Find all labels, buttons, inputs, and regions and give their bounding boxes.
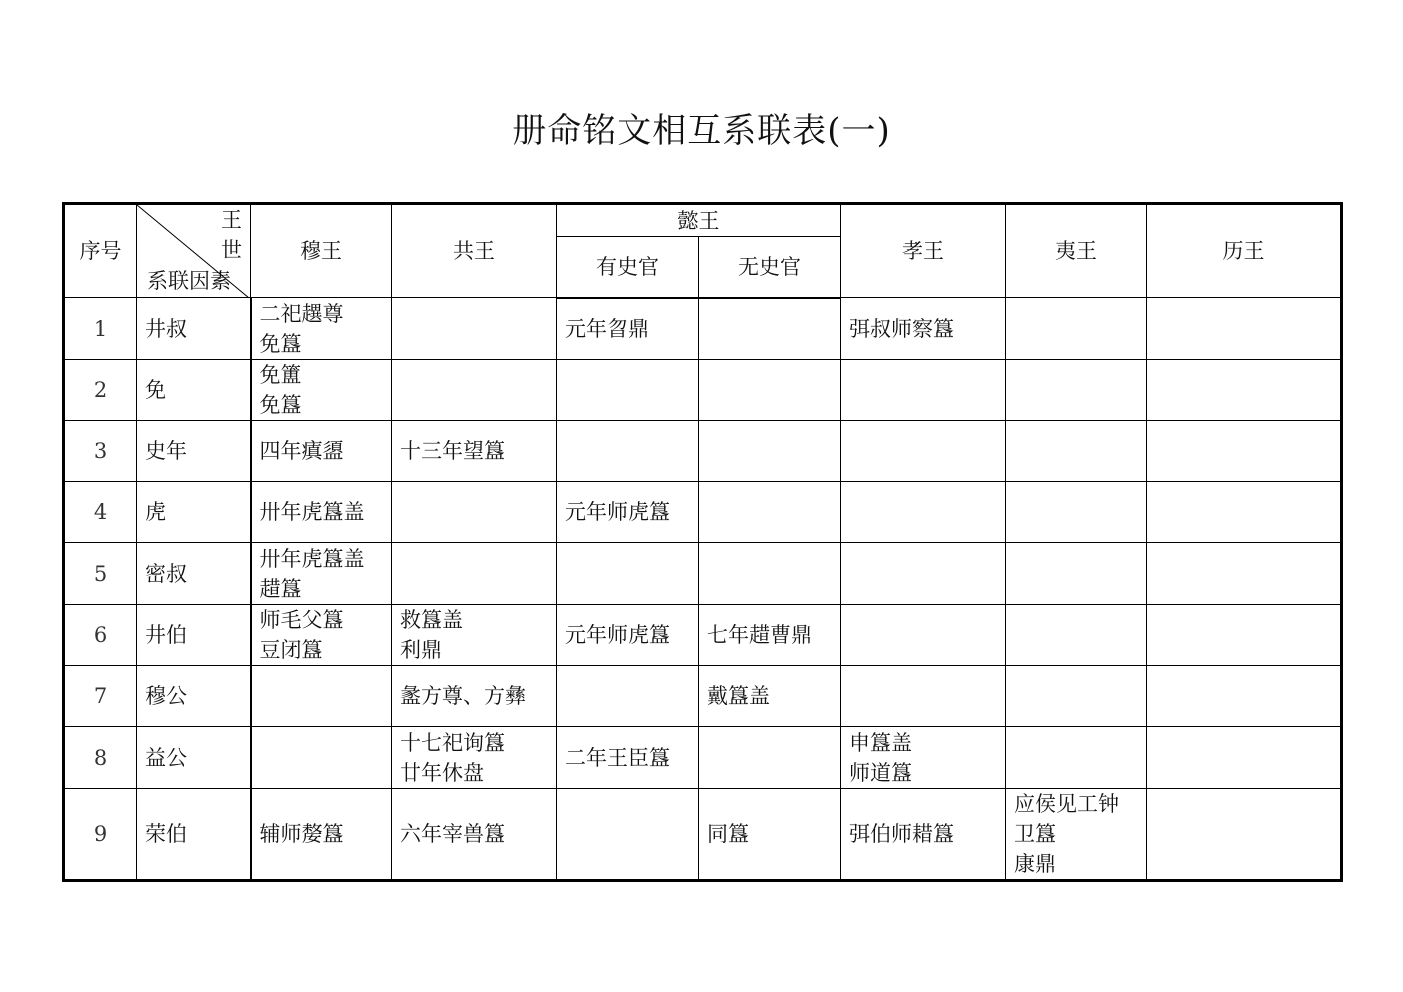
inscription-name: 趞簋: [259, 576, 302, 601]
table-row: [64, 727, 1342, 789]
cell-li: [1147, 298, 1342, 360]
cell-gong: [392, 789, 557, 881]
header-row-top: [64, 204, 1342, 237]
inscription-name: 戴簋盖: [707, 684, 770, 708]
cell-gong: [392, 360, 557, 421]
cell-yi_wu: [699, 543, 841, 605]
inscription-name: 元年师虎簋: [565, 623, 670, 647]
cell-yi_wu: [699, 482, 841, 543]
table-row: [64, 605, 1342, 666]
cell-mu: [251, 789, 392, 881]
cell-mu: [251, 360, 392, 421]
cell-yi2: [1006, 482, 1147, 543]
inscription-name: 利鼎: [400, 638, 442, 662]
cell-yi2: [1006, 543, 1147, 605]
table-row: [64, 789, 1342, 881]
cell-gong: [392, 666, 557, 727]
header-diagonal-cell: [137, 204, 251, 298]
inscription-name: 同簋: [707, 822, 749, 846]
inscription-name: 康鼎: [1014, 852, 1056, 876]
inscription-name: 盠方尊、方彝: [400, 684, 526, 708]
inscription-name: 师道簋: [849, 760, 912, 785]
row-factor: 荣伯: [137, 789, 251, 881]
row-seq: 3: [64, 421, 137, 482]
cell-mu: [251, 666, 392, 727]
header-seq: 序号: [64, 204, 137, 298]
table-row: [64, 360, 1342, 421]
inscription-name: 免簋: [259, 393, 302, 417]
cell-yi_wu: [699, 360, 841, 421]
cell-yi_you: [557, 298, 699, 360]
cell-xiao: [841, 666, 1006, 727]
cell-yi_wu: [699, 666, 841, 727]
row-seq: 1: [64, 298, 137, 360]
cell-li: [1147, 605, 1342, 666]
row-seq: 7: [64, 666, 137, 727]
cell-yi2: [1006, 421, 1147, 482]
row-factor: 益公: [137, 727, 251, 789]
cell-gong: [392, 298, 557, 360]
cell-li: [1147, 727, 1342, 789]
row-seq: 4: [64, 482, 137, 543]
header-king-label: 王: [221, 208, 242, 232]
inscription-name: 元年曶鼎: [565, 316, 649, 341]
cell-li: [1147, 482, 1342, 543]
inscription-name: 十三年望簋: [400, 439, 505, 463]
inscription-name: 免簋: [259, 331, 302, 356]
inscription-name: 辅师嫠簋: [259, 822, 344, 846]
inscription-name: 六年宰兽簋: [400, 822, 505, 846]
cell-li: [1147, 666, 1342, 727]
cell-yi_you: [557, 421, 699, 482]
cell-li: [1147, 789, 1342, 881]
row-factor: 史年: [137, 421, 251, 482]
row-factor: 免: [137, 360, 251, 421]
row-seq: 8: [64, 727, 137, 789]
header-gong-wang: 共王: [392, 204, 557, 298]
row-factor: 密叔: [137, 543, 251, 605]
row-seq: 6: [64, 605, 137, 666]
cell-yi_wu: [699, 789, 841, 881]
cell-yi_you: [557, 727, 699, 789]
cell-yi_wu: [699, 727, 841, 789]
inscription-name: 卅年虎簋盖: [259, 500, 365, 524]
table-row: [64, 543, 1342, 605]
header-li-wang: 历王: [1147, 204, 1342, 298]
cell-xiao: [841, 421, 1006, 482]
row-seq: 5: [64, 543, 137, 605]
cell-yi_you: [557, 482, 699, 543]
relation-table: [62, 202, 1343, 882]
cell-xiao: [841, 298, 1006, 360]
table-row: [64, 298, 1342, 360]
row-seq: 9: [64, 789, 137, 881]
row-factor: 井伯: [137, 605, 251, 666]
inscription-name: 应侯见工钟: [1014, 792, 1119, 816]
cell-gong: [392, 727, 557, 789]
header-mu-wang: 穆王: [251, 204, 392, 298]
cell-yi_you: [557, 543, 699, 605]
header-with-historian: 有史官: [557, 237, 699, 298]
cell-yi_wu: [699, 421, 841, 482]
header-without-historian: 无史官: [699, 237, 841, 298]
inscription-name: 十七祀询簋: [400, 730, 505, 755]
table-row: [64, 666, 1342, 727]
cell-xiao: [841, 789, 1006, 881]
cell-xiao: [841, 482, 1006, 543]
header-xiao-wang: 孝王: [841, 204, 1006, 298]
cell-yi_you: [557, 605, 699, 666]
inscription-name: 二年王臣簋: [565, 745, 670, 770]
cell-gong: [392, 543, 557, 605]
inscription-name: 豆闭簋: [259, 638, 323, 662]
cell-li: [1147, 421, 1342, 482]
table-row: [64, 482, 1342, 543]
inscription-name: 免簠: [259, 363, 302, 387]
cell-yi_you: [557, 360, 699, 421]
table-row: [64, 421, 1342, 482]
row-factor: 井叔: [137, 298, 251, 360]
cell-yi2: [1006, 727, 1147, 789]
cell-yi2: [1006, 605, 1147, 666]
header-yi2-wang: 夷王: [1006, 204, 1147, 298]
inscription-name: 元年师虎簋: [565, 500, 670, 524]
inscription-name: 申簋盖: [849, 730, 912, 755]
cell-mu: [251, 421, 392, 482]
cell-yi_you: [557, 789, 699, 881]
cell-mu: [251, 605, 392, 666]
cell-xiao: [841, 543, 1006, 605]
cell-yi2: [1006, 360, 1147, 421]
row-seq: 2: [64, 360, 137, 421]
row-factor: 穆公: [137, 666, 251, 727]
cell-gong: [392, 421, 557, 482]
inscription-name: 二祀趩尊: [259, 301, 344, 326]
header-yi-wang: 懿王: [557, 204, 841, 237]
inscription-name: 卅年虎簋盖: [259, 546, 365, 571]
cell-yi2: [1006, 298, 1147, 360]
cell-mu: [251, 482, 392, 543]
inscription-name: 弭伯师耤簋: [849, 822, 954, 846]
cell-li: [1147, 360, 1342, 421]
cell-yi2: [1006, 789, 1147, 881]
cell-gong: [392, 482, 557, 543]
row-factor: 虎: [137, 482, 251, 543]
cell-yi_you: [557, 666, 699, 727]
inscription-name: 卫簋: [1014, 822, 1056, 846]
inscription-name: 弭叔师察簋: [849, 316, 954, 341]
cell-yi_wu: [699, 605, 841, 666]
inscription-name: 廿年休盘: [400, 760, 484, 785]
header-generation-label: 世: [221, 238, 242, 262]
cell-gong: [392, 605, 557, 666]
cell-xiao: [841, 360, 1006, 421]
cell-mu: [251, 727, 392, 789]
header-factor-label: 系联因素: [147, 269, 231, 293]
cell-li: [1147, 543, 1342, 605]
document-title: 册命铭文相互系联表(一): [512, 111, 891, 151]
inscription-name: 四年瘨盨: [259, 439, 344, 463]
cell-xiao: [841, 605, 1006, 666]
cell-mu: [251, 298, 392, 360]
cell-yi_wu: [699, 298, 841, 360]
cell-mu: [251, 543, 392, 605]
cell-xiao: [841, 727, 1006, 789]
inscription-name: 师毛父簋: [259, 608, 344, 632]
inscription-name: 七年趞曹鼎: [707, 623, 812, 647]
cell-yi2: [1006, 666, 1147, 727]
inscription-name: 救簋盖: [400, 608, 463, 632]
